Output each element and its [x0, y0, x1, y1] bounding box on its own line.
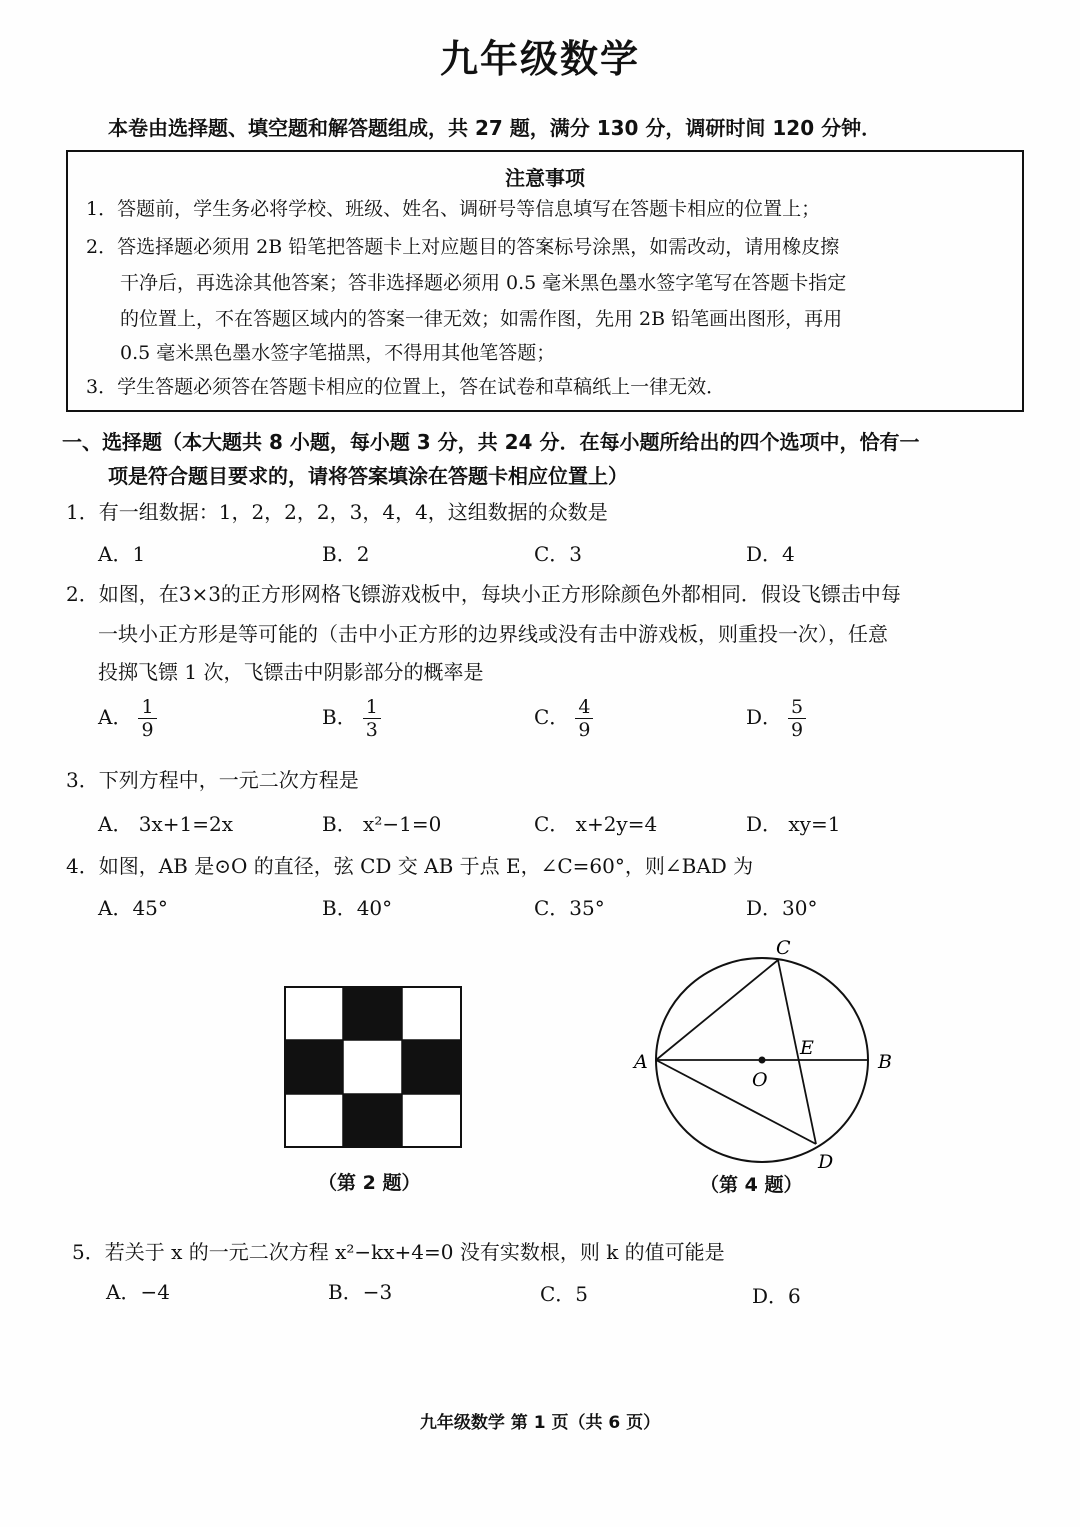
- page-footer: 九年级数学 第 1 页（共 6 页）: [419, 1413, 661, 1433]
- center-point: [759, 1057, 766, 1064]
- q1-option-c: C．3: [534, 542, 583, 566]
- notice-box: [66, 150, 1024, 412]
- label-o: O: [752, 1069, 768, 1091]
- q2-option-c-label: C．: [534, 705, 570, 729]
- numerator: 1: [138, 696, 156, 719]
- q4-option-c: C．35°: [534, 896, 605, 920]
- q2-option-d: [746, 696, 806, 741]
- question-2-line-1: 2．如图，在3×3的正方形网格飞镖游戏板中，每块小正方形除颜色外都相同．假设飞镖击中每: [66, 582, 901, 606]
- figure-4-caption: （第 4 题）: [700, 1174, 803, 1196]
- chord-ac: [656, 960, 778, 1060]
- q2-option-c: [534, 696, 593, 741]
- notice-line: 3．学生答题必须答在答题卡相应的位置上，答在试卷和草稿纸上一律无效．: [86, 376, 726, 398]
- grid-figure: [280, 982, 466, 1154]
- label-a: A: [634, 1051, 648, 1073]
- q3-option-d: D． xy=1: [746, 812, 841, 836]
- q5-option-c: C．5: [540, 1282, 589, 1306]
- numerator: 4: [575, 696, 593, 719]
- numerator: 1: [363, 696, 381, 719]
- chord-ad: [656, 1060, 816, 1144]
- label-d: D: [818, 1151, 834, 1173]
- shaded-cell: [402, 1040, 461, 1094]
- question-1-text: 1．有一组数据：1，2，2，2，3，4，4，这组数据的众数是: [66, 500, 608, 524]
- label-e: E: [800, 1037, 814, 1059]
- notice-line: 的位置上，不在答题区域内的答案一律无效；如需作图，先用 2B 铅笔画出图形，再用: [120, 308, 843, 330]
- q1-option-b: B．2: [322, 542, 370, 566]
- q5-option-d: D．6: [752, 1284, 801, 1308]
- q1-option-a: A．1: [98, 542, 146, 566]
- q4-option-a: A．45°: [98, 896, 168, 920]
- question-2-line-3: 投掷飞镖 1 次，飞镖击中阴影部分的概率是: [98, 660, 484, 684]
- denominator: 9: [578, 719, 591, 741]
- denominator: 3: [365, 719, 378, 741]
- q3-option-b: B． x²−1=0: [322, 812, 442, 836]
- denominator: 9: [141, 719, 154, 741]
- q5-option-a: A．−4: [106, 1280, 170, 1304]
- q4-option-b: B．40°: [322, 896, 393, 920]
- q1-option-d: D．4: [746, 542, 795, 566]
- notice-line: 1．答题前，学生务必将学校、班级、姓名、调研号等信息填写在答题卡相应的位置上；: [86, 198, 821, 220]
- exam-intro: 本卷由选择题、填空题和解答题组成，共 27 题，满分 130 分，调研时间 120 分钟．: [108, 116, 882, 140]
- denominator: 9: [791, 719, 804, 741]
- question-2-line-2: 一块小正方形是等可能的（击中小正方形的边界线或没有击中游戏板，则重投一次），任意: [98, 622, 888, 646]
- page-title: 九年级数学: [439, 37, 640, 81]
- question-5-text: 5．若关于 x 的一元二次方程 x²−kx+4=0 没有实数根，则 k 的值可能是: [72, 1240, 725, 1264]
- section-line-2: 项是符合题目要求的，请将答案填涂在答题卡相应位置上）: [108, 464, 628, 488]
- q2-option-a-label: A．: [98, 705, 133, 729]
- label-b: B: [878, 1051, 892, 1073]
- question-4-text: 4．如图，AB 是⊙O 的直径，弦 CD 交 AB 于点 E，∠C=60°，则∠BAD 为: [66, 854, 754, 878]
- notice-line: 干净后，再选涂其他答案；答非选择题必须用 0.5 毫米黑色墨水签字笔写在答题卡指定: [120, 272, 847, 294]
- fraction: [363, 696, 381, 741]
- q5-option-b: B．−3: [328, 1280, 393, 1304]
- section-heading: [62, 425, 1042, 493]
- shaded-cell: [285, 1040, 343, 1094]
- notice-line: 2．答选择题必须用 2B 铅笔把答题卡上对应题目的答案标号涂黑，如需改动，请用橡皮擦: [86, 236, 840, 258]
- question-3-text: 3．下列方程中，一元二次方程是: [66, 768, 359, 792]
- section-line-1: 一、选择题（本大题共 8 小题，每小题 3 分，共 24 分．在每小题所给出的四个选项中，恰有一: [62, 430, 920, 454]
- fraction: [138, 696, 156, 741]
- numerator: 5: [788, 696, 806, 719]
- label-c: C: [776, 937, 791, 959]
- circle-figure: [620, 930, 900, 1180]
- fraction: [575, 696, 593, 741]
- q3-option-a: A． 3x+1=2x: [98, 812, 234, 836]
- fraction: [788, 696, 806, 741]
- notice-line: 0.5 毫米黑色墨水签字笔描黑，不得用其他笔答题；: [120, 342, 556, 364]
- q4-option-d: D．30°: [746, 896, 818, 920]
- notice-title: 注意事项: [505, 166, 585, 190]
- q2-option-b-label: B．: [322, 705, 357, 729]
- q2-option-b: [322, 696, 381, 741]
- shaded-cell: [343, 1094, 402, 1147]
- shaded-cell: [343, 987, 402, 1040]
- q2-option-a: [98, 696, 157, 741]
- q3-option-c: C． x+2y=4: [534, 812, 658, 836]
- figure-2-caption: （第 2 题）: [318, 1172, 421, 1194]
- q2-option-d-label: D．: [746, 705, 783, 729]
